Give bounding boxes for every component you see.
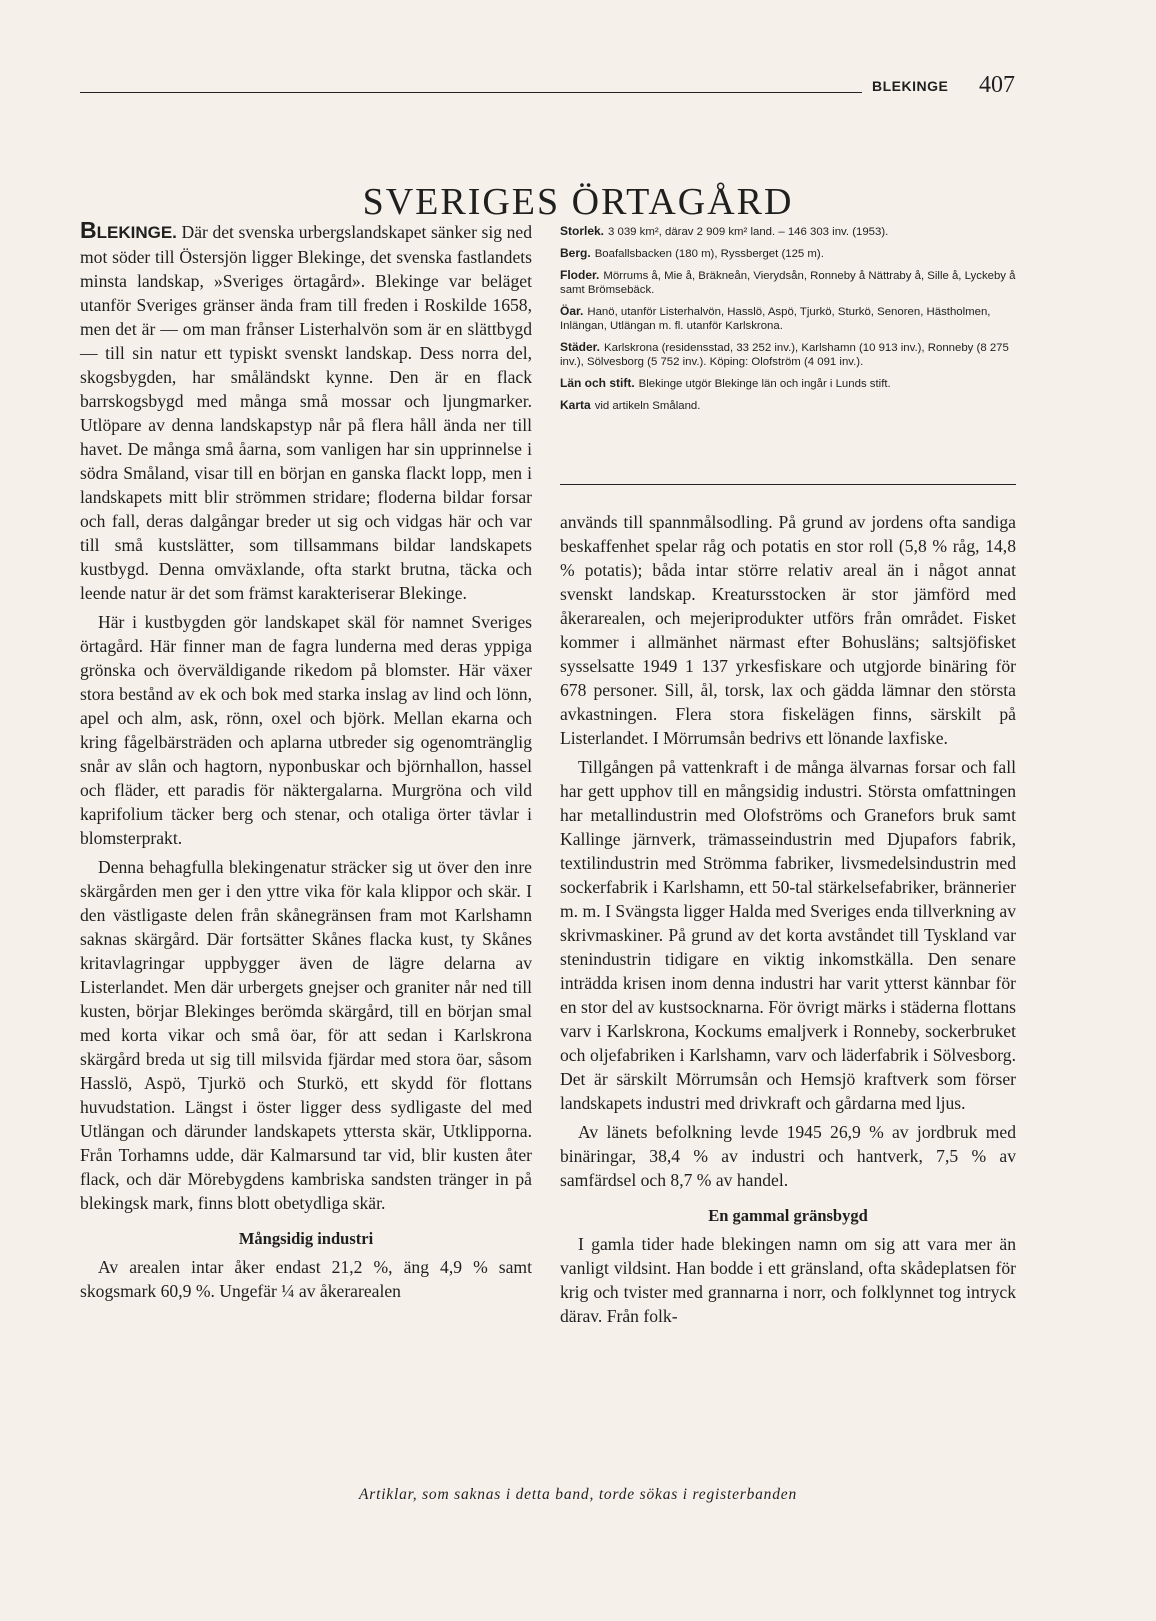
left-paragraph-1-text: Där det svenska urbergslandskapet sänker sig ned mot söder till Östersjön ligger Blekinge, det svenska fastlandets minsta landskap, »Sveriges örtagård». Blekinge var beläget utanför Sveriges gränser ända fram till freden i Roskilde 1658, men det är — om man frånser Listerhalvön som är en slättbygd — till sin natur ett typiskt svenskt landskap. Dess norra del, skogsbygden, har småländskt kynne. Den är en flack barrskogsbygd med många små mossar och ljungmarker. Utlöpare av denna landskapstyp når på flera håll ända ner till havet. De många små åarna, som vanligen har sin upprinnelse i södra Småland, visar till en början en ganska flackt lopp, men i landskapets mitt blir strömmen stridare; floderna bildar forsar och fall, deras dalgångar breder ut sig och vidgas här och var till små kustslätter, som tillsammans bildar landskapets kustbygd. Denna omväxlande, ofta starkt brutna, täcka och leende natur är det som främst karakteriserar Blekinge. bbox=[80, 222, 532, 603]
fact-text: vid artikeln Småland. bbox=[594, 400, 701, 412]
fact-item bbox=[560, 376, 1016, 391]
footer-note: Artiklar, som saknas i detta band, torde sökas i registerbanden bbox=[358, 1486, 798, 1503]
lead-rest: LEKINGE. bbox=[96, 223, 177, 242]
fact-label: Län och stift. bbox=[560, 376, 635, 390]
lead-initial: B bbox=[80, 217, 97, 243]
section-heading-industry: Mångsidig industri bbox=[238, 1229, 374, 1248]
fact-label: Berg. bbox=[560, 246, 591, 260]
fact-item bbox=[560, 304, 1016, 333]
fact-text: Blekinge utgör Blekinge län och ingår i Lunds stift. bbox=[638, 378, 891, 390]
facts-divider bbox=[560, 484, 1016, 485]
facts-box bbox=[560, 224, 1016, 420]
fact-label: Öar. bbox=[560, 304, 584, 318]
fact-label: Städer. bbox=[560, 340, 601, 354]
page-number: 407 bbox=[979, 72, 1015, 98]
running-header bbox=[80, 72, 1020, 106]
right-paragraph-1: används till spannmålsodling. På grund av jordens ofta sandiga beskaffenhet spelar råg och potatis en stor roll (5,8 % råg, 14,8 % potatis); båda intar större relativ areal än i något annat svenskt landskap. Kreatursstocken är stor jämförd med åkerarealen, och mejeriprodukter utförs från området. Fisket kommer i allmänhet närmast efter Bohusläns; saltsjöfisket sysselsatte 1949 1 137 yrkesfiskare och utgjorde binäring för 678 personer. Sill, ål, torsk, lax och gädda lämnar den största avkastningen. Flera stora fiskelägen finns, särskilt på Listerlandet. I Mörrumsån bedrivs ett lönande laxfiske. bbox=[560, 512, 1016, 748]
fact-label: Floder. bbox=[560, 268, 600, 282]
fact-item bbox=[560, 398, 1016, 413]
left-paragraph-4: Av arealen intar åker endast 21,2 %, äng 4,9 % samt skogsmark 60,9 %. Ungefär ¼ av åkerarealen bbox=[80, 1257, 532, 1301]
header-rule bbox=[80, 92, 862, 93]
left-paragraph-3: Denna behagfulla blekingenatur sträcker sig ut över den inre skärgården men ger i den yttre vika för kala klippor och skär. I den västligaste delen från skånegränsen fram mot Karlshamn saknas skärgård. Där fortsätter Skånes flacka kust, ty Skånes kritavlagringar uppbygger även de lägre delarna av Listerlandet. Men där urbergets gnejser och graniter når ned till kusten, börjar Blekinges berömda skärgård, till en början smal med korta vikar och små öar, för att sedan i Karlskrona skärgård breda ut sig till milsvida fjärdar med stora öar, såsom Hasslö, Aspö, Tjurkö och Sturkö, ett skydd för flottans huvudstation. Längst i öster ligger dess sydligaste del med Utlängan och därunder landskapets yttersta skär, Utklipporna. Från Torhamns udde, där Kalmarsund tar vid, blir kusten åter flack, och där Mörebygdens kambriska sandsten tränger in på blekingsk mark, finns blott obetydliga skär. bbox=[80, 857, 532, 1213]
left-column bbox=[80, 218, 532, 1303]
article-title: SVERIGES ÖRTAGÅRD bbox=[362, 181, 794, 224]
section-title: BLEKINGE bbox=[872, 78, 949, 94]
left-paragraph-2: Här i kustbygden gör landskapet skäl för namnet Sveriges örtagård. Här finner man de fagra lunderna med deras yppiga grönska och överväldigande rikedom på blomster. Här växer stora bestånd av ek och bok med starka inslag av lind och lönn, apel och alm, ask, rönn, oxel och björk. Mellan ekarna och kring fågelbärsträden och aplarna utbreder sig ogenomtränglig snår av slån och hagtorn, nyponbuskar och björnhallon, hassel och fläder, ett paradis för näktergalarna. Murgröna och vild kaprifolium täcker berg och stenar, och otaliga örter tävlar i blomsterprakt. bbox=[80, 612, 532, 848]
section-heading-border: En gammal gränsbygd bbox=[708, 1206, 868, 1225]
lead-word bbox=[80, 217, 177, 243]
fact-item bbox=[560, 340, 1016, 369]
right-paragraph-4: I gamla tider hade blekingen namn om sig att vara mer än vanligt vildsint. Han bodde i ett gränsland, ofta skådeplatsen för krig och tvister med grannarna i norr, och folklynnet tog intryck därav. Från folk- bbox=[560, 1234, 1016, 1326]
fact-item bbox=[560, 246, 1016, 261]
fact-text: Boafallsbacken (180 m), Ryssberget (125 m). bbox=[594, 248, 824, 260]
fact-text: Mörrums å, Mie å, Bräkneån, Vierydsån, Ronneby å Nättraby å, Sille å, Lyckeby å samt Brömsebäck. bbox=[560, 270, 1016, 296]
right-paragraph-3: Av länets befolkning levde 1945 26,9 % av jordbruk med binäringar, 38,4 % av industri och hantverk, 7,5 % av samfärdsel och 8,7 % av handel. bbox=[560, 1122, 1016, 1190]
fact-label: Storlek. bbox=[560, 224, 605, 238]
fact-label: Karta bbox=[560, 398, 591, 412]
fact-text: Hanö, utanför Listerhalvön, Hasslö, Aspö, Tjurkö, Sturkö, Senoren, Hästholmen, Inlängan, Utlängan m. fl. utanför Karlskrona. bbox=[560, 306, 991, 332]
right-paragraph-2: Tillgången på vattenkraft i de många älvarnas forsar och fall har gett upphov till en mångsidig industri. Största omfattningen har metallindustrin med Olofströms och Granefors bruk samt Kallinge järnverk, trämasseindustrin med Djupafors fabrik, textilindustrin med Strömma fabriker, livsmedelsindustrin med sockerfabrik i Karlshamn, ett 50-tal stärkelsefabriker, brännerier m. m. I Svängsta ligger Halda med Sveriges enda tillverkning av skrivmaskiner. På grund av det korta avståndet till Tyskland var stenindustrin tidigare en viktig inkomstkälla. Den senare inträdda krisen inom denna industri har varit ytterst kännbar för en stor del av kustsocknarna. För övrigt märks i städerna flottans varv i Karlskrona, Kockums emaljverk i Ronneby, sockerbruket och oljefabriken i Karlshamn, varv och läderfabrik i Sölvesborg. Det är särskilt Mörrumsån och Hemsjö kraftverk som förser landskapets industri med drivkraft och gårdarna med ljus. bbox=[560, 757, 1016, 1113]
fact-text: 3 039 km², därav 2 909 km² land. – 146 303 inv. (1953). bbox=[608, 226, 889, 238]
right-column bbox=[560, 510, 1016, 1328]
left-paragraph-1 bbox=[80, 218, 532, 605]
fact-item bbox=[560, 224, 1016, 239]
fact-text: Karlskrona (residensstad, 33 252 inv.), Karlshamn (10 913 inv.), Ronneby (8 275 inv.), Sölvesborg (5 752 inv.). Köping: Olofström (4 091 inv.). bbox=[560, 342, 1009, 368]
fact-item bbox=[560, 268, 1016, 297]
